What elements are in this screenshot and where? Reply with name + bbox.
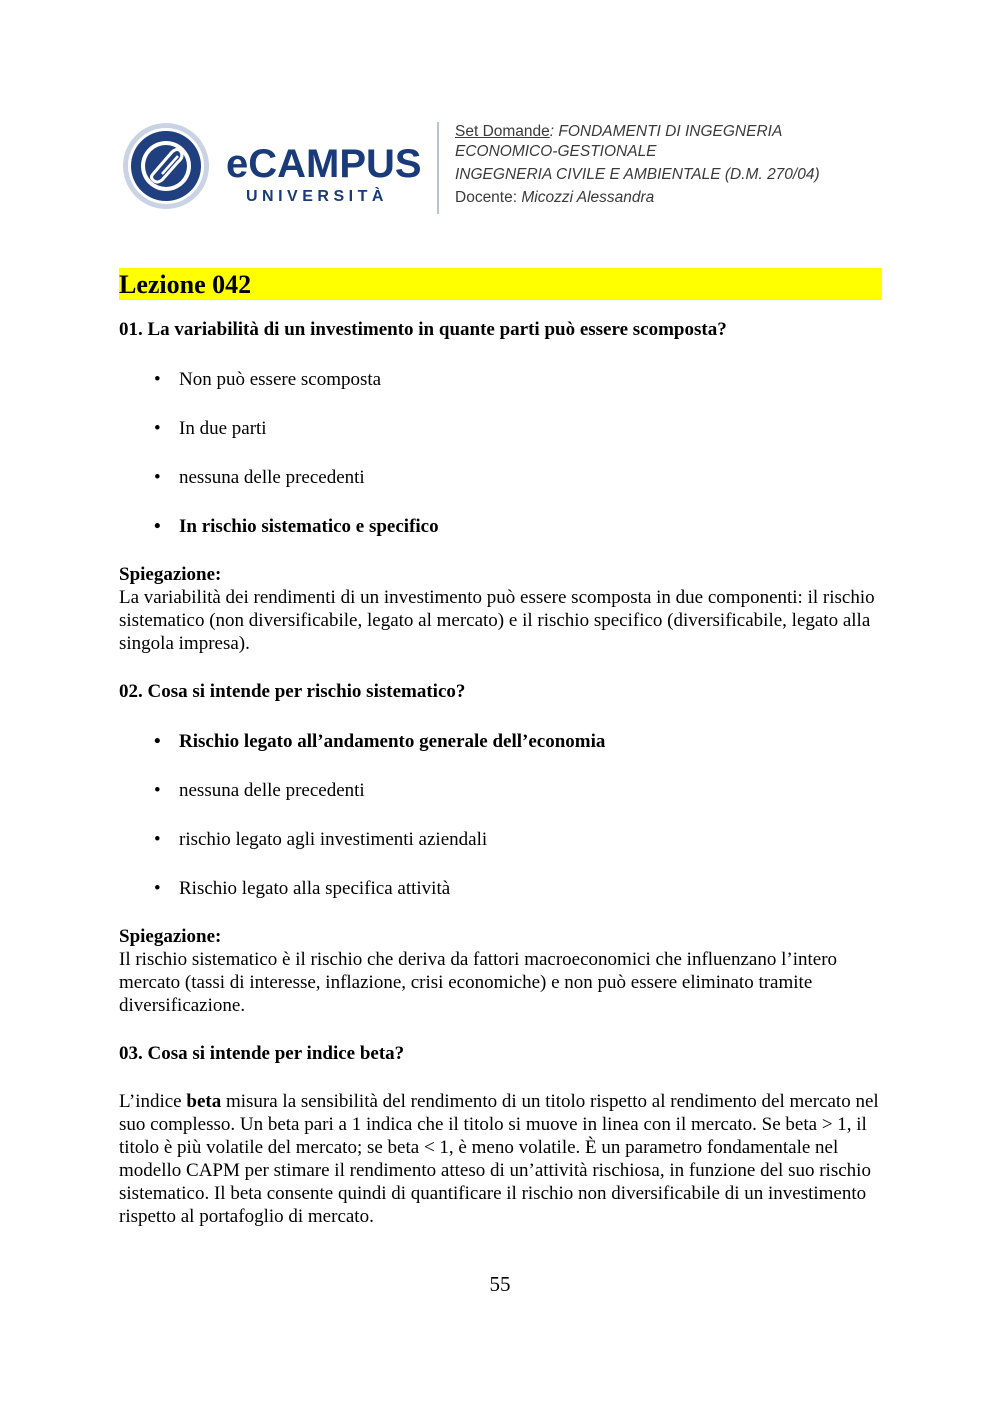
answer-options [119,730,884,900]
university-seal-icon [122,122,210,210]
question-title: 02. Cosa si intende per rischio sistematico? [119,681,466,702]
ecampus-logo [122,122,422,212]
header-divider [437,122,439,214]
lesson-title: Lezione 042 [119,268,882,300]
page-number: 55 [489,1272,511,1296]
set-value-line-2: ECONOMICO-GESTIONALE [455,143,657,160]
answer-option: • rischio legato agli investimenti aziendali [154,829,488,850]
course-name: INGEGNERIA CIVILE E AMBIENTALE (D.M. 270/04) [455,166,820,183]
logo-wordmark: eCAMPUS [226,142,422,186]
answer-option: • Rischio legato alla specifica attività [154,878,451,899]
docente-label: Docente: [455,189,518,206]
answer-text: L’indice beta misura la sensibilità del rendimento di un titolo rispetto al rendimento del mercato nel suo complesso. Un beta pari a 1 indica che il titolo si muove in linea con il mercato. Se beta > 1, il titolo è più volatile del mercato; se beta < 1, è meno volatile. È un parametro fondamentale nel modello CAPM per stimare il rendimento atteso di un’attività rischiosa, in funzione del suo rischio sistematico. Il beta consente quindi di quantificare il rischio non diversificabile di un investimento rispetto al portafoglio di mercato. [119,1091,879,1227]
answer-option: • nessuna delle precedenti [154,780,365,801]
set-label: Set Domande [455,123,550,140]
header-info [455,122,820,208]
explanation-label: Spiegazione: [119,564,222,585]
answer-option: • nessuna delle precedenti [154,467,365,488]
logo-subtitle: UNIVERSITÀ [246,188,388,205]
explanation-text: La variabilità dei rendimenti di un investimento può essere scomposta in due componenti: il rischio sistematico (non diversificabile, legato al mercato) e il rischio specifico (diversificabile, legato alla singola impresa). [119,587,875,654]
question-title: 03. Cosa si intende per indice beta? [119,1043,405,1064]
question-title: 01. La variabilità di un investimento in quante parti può essere scomposta? [119,319,727,340]
answer-option: • In due parti [154,418,267,439]
correct-answer-option: • Rischio legato all’andamento generale dell’economia [154,731,606,752]
explanation-text: Il rischio sistematico è il rischio che deriva da fattori macroeconomici che influenzano l’intero mercato (tassi di interesse, inflazione, crisi economiche) e non può essere eliminato tramite diversificazione. [119,949,838,1016]
answer-keyword: beta [186,1091,222,1112]
answer-option: • Non può essere scomposta [154,369,382,390]
explanation-label: Spiegazione: [119,926,222,947]
correct-answer-option: • In rischio sistematico e specifico [154,516,439,537]
set-value: : FONDAMENTI DI INGEGNERIA [549,123,783,140]
docente-value: Micozzi Alessandra [521,189,655,206]
questions-content [119,318,884,1228]
answer-options [119,368,884,538]
